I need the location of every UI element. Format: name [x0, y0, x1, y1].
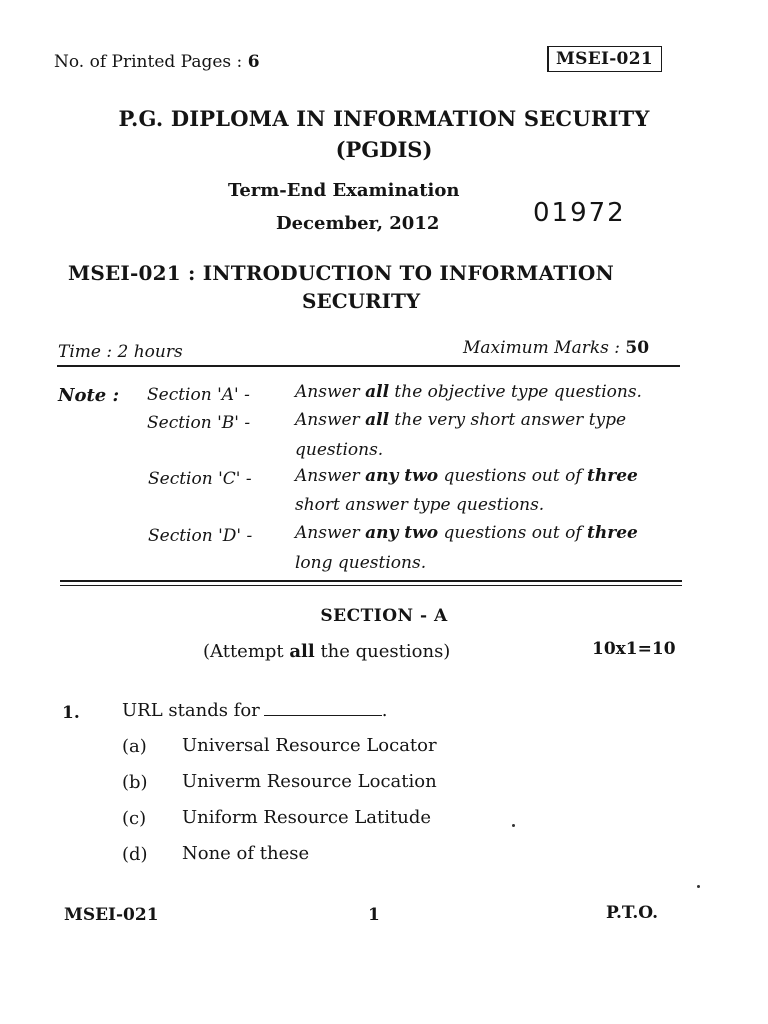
note-divider-bottom — [60, 585, 682, 586]
answer-blank — [264, 701, 382, 716]
section-a-instruction — [203, 641, 450, 662]
section-a-marks: 10x1=10 — [592, 639, 676, 659]
note-section-c-line2: short answer type questions. — [295, 495, 545, 515]
note-section-a-text — [295, 382, 642, 402]
question-text — [122, 700, 388, 721]
note-section-c-text — [295, 466, 638, 486]
printed-pages — [54, 52, 260, 72]
programme-abbreviation: (PGDIS) — [335, 137, 433, 162]
option-c-text: Uniform Resource Latitude — [182, 807, 432, 828]
note-section-d-line2: long questions. — [295, 553, 427, 573]
note-label: Note : — [58, 385, 120, 406]
note-c-bold: any two — [365, 466, 439, 486]
note-a-bold: all — [365, 382, 390, 402]
attempt-post: the questions) — [314, 641, 451, 662]
option-a-text: Universal Resource Locator — [182, 735, 437, 756]
footer-pto: P.T.O. — [606, 903, 658, 923]
time-allowed: Time : 2 hours — [58, 342, 183, 362]
note-d-mid: questions out of — [438, 523, 588, 543]
note-section-b-name: Section 'B' - — [147, 413, 251, 433]
maximum-marks-value: 50 — [625, 338, 650, 358]
maximum-marks-label: Maximum Marks : — [463, 338, 620, 358]
option-d-letter: (d) — [122, 844, 148, 865]
course-title-line2: SECURITY — [302, 289, 421, 313]
note-section-b-text — [295, 410, 626, 430]
footer-page-number: 1 — [368, 905, 380, 925]
question-number: 1. — [62, 703, 80, 723]
header-divider — [57, 365, 680, 367]
note-divider-top — [60, 580, 682, 582]
maximum-marks — [463, 338, 649, 358]
attempt-pre: (Attempt — [203, 641, 290, 662]
note-d-bold2: three — [587, 523, 638, 543]
note-b-pre: Answer — [295, 410, 366, 430]
option-b-letter: (b) — [122, 772, 148, 793]
note-c-bold2: three — [587, 466, 638, 486]
printed-pages-value: 6 — [247, 52, 260, 72]
stray-mark — [697, 885, 700, 888]
note-a-pre: Answer — [295, 382, 366, 402]
question-stem: URL stands for — [122, 700, 260, 721]
course-code-box: MSEI-021 — [547, 46, 662, 72]
section-a-heading: SECTION - A — [320, 606, 448, 626]
note-a-mid: the objective type questions. — [389, 382, 642, 402]
programme-title: P.G. DIPLOMA IN INFORMATION SECURITY — [118, 106, 650, 131]
footer-course-code: MSEI-021 — [64, 905, 159, 925]
question-end: . — [381, 700, 388, 721]
note-c-mid: questions out of — [438, 466, 588, 486]
course-title-line1: MSEI-021 : INTRODUCTION TO INFORMATION — [68, 261, 614, 285]
note-section-c-name: Section 'C' - — [148, 469, 252, 489]
option-d-text: None of these — [182, 843, 310, 864]
attempt-bold: all — [289, 641, 315, 662]
exam-date: December, 2012 — [276, 213, 440, 234]
note-c-pre: Answer — [295, 466, 366, 486]
note-d-bold: any two — [365, 523, 439, 543]
note-d-pre: Answer — [295, 523, 366, 543]
note-section-d-name: Section 'D' - — [148, 526, 253, 546]
note-b-bold: all — [365, 410, 390, 430]
note-b-mid: the very short answer type — [389, 410, 627, 430]
exam-name: Term-End Examination — [228, 180, 460, 201]
note-section-d-text — [295, 523, 638, 543]
note-section-a-name: Section 'A' - — [147, 385, 250, 405]
option-b-text: Univerm Resource Location — [182, 771, 437, 792]
serial-number: 01972 — [533, 198, 626, 228]
printed-pages-label: No. of Printed Pages : — [54, 52, 243, 72]
option-c-letter: (c) — [122, 808, 147, 829]
note-section-b-line2: questions. — [295, 440, 384, 460]
stray-mark — [512, 824, 515, 827]
option-a-letter: (a) — [122, 736, 147, 757]
